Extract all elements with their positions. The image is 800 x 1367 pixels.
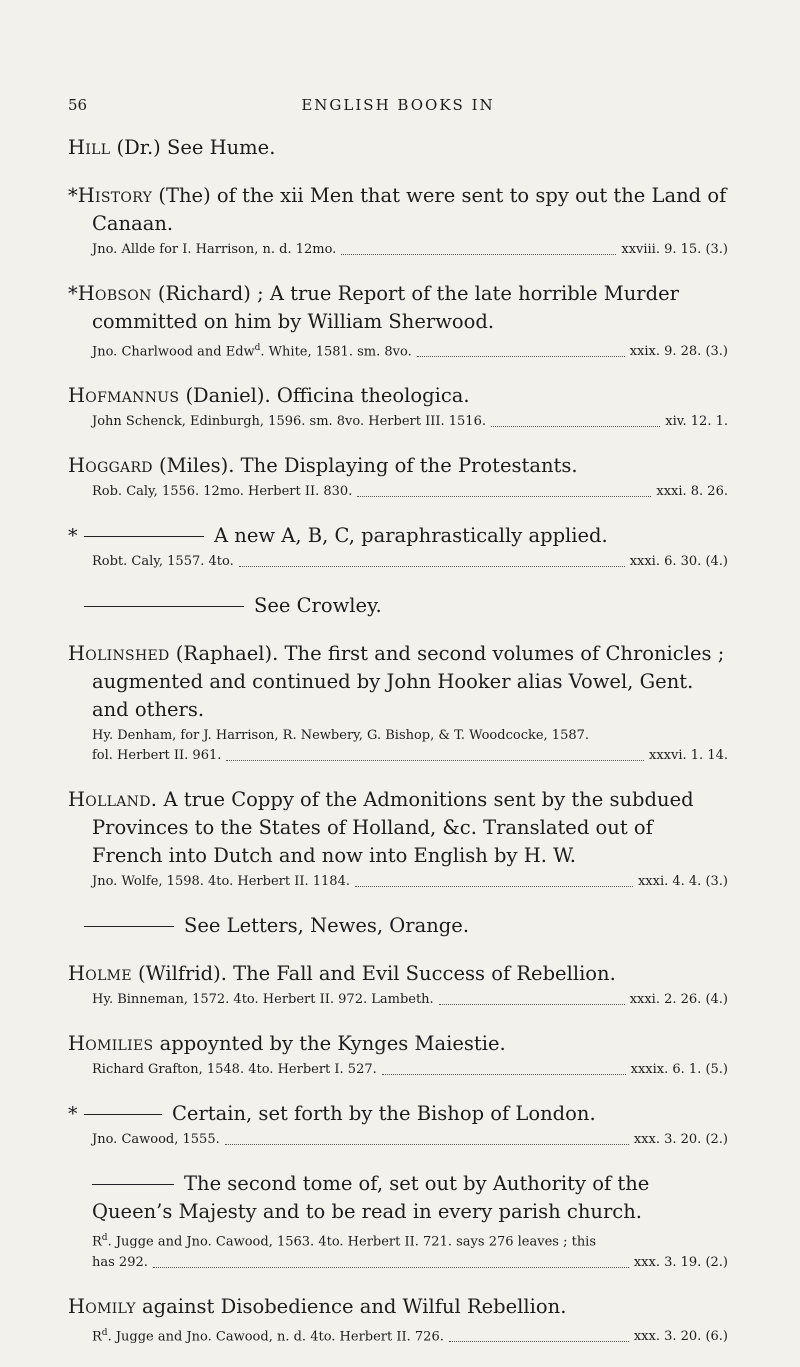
shelf-reference: xiv. 12. 1. <box>665 414 728 430</box>
imprint-line <box>92 1130 728 1150</box>
imprint-line <box>92 1228 728 1272</box>
imprint-text-cont: has 292. <box>92 1254 148 1270</box>
ditto-rule <box>84 606 244 607</box>
shelf-reference: xxix. 9. 28. (3.) <box>629 344 728 360</box>
entry-hoggard <box>68 452 728 502</box>
leader-dots <box>225 1144 629 1145</box>
ditto-rule <box>92 1184 174 1185</box>
imprint-text: $R^d$. Jugge and Jno. Cawood, 1563. 4to. Herbert II. 721. says 276 leaves ; this <box>92 1233 597 1250</box>
leader-dots <box>226 760 644 761</box>
leader-dots <box>357 496 651 497</box>
star-mark: * <box>68 184 78 207</box>
imprint-text: Hy. Binneman, 1572. 4to. Herbert II. 972. Lambeth. <box>92 992 434 1008</box>
imprint-text: Robt. Caly, 1557. 4to. <box>92 554 234 570</box>
entry-hofmannus <box>68 382 728 432</box>
entry-title: (Wilfrid). The Fall and Evil Success of Rebellion. <box>138 962 616 986</box>
imprint-text: Richard Grafton, 1548. 4to. Herbert I. 527. <box>92 1062 377 1078</box>
entry-title: against Disobedience and Wilful Rebellion. <box>142 1294 567 1318</box>
leader-dots <box>439 1004 625 1005</box>
imprint-line <box>92 482 728 502</box>
entry-title: See Crowley. <box>254 594 382 618</box>
imprint-line <box>92 552 728 572</box>
imprint-line <box>92 1060 728 1080</box>
leader-dots <box>417 356 625 357</box>
entry-title: A true Coppy of the Admonitions sent by the subdued Provinces to the States of Holland, &c. Translated out of French into Dutch and now into English by H. W. <box>92 788 694 868</box>
shelf-reference: xxxix. 6. 1. (5.) <box>630 1062 728 1078</box>
leader-dots <box>382 1074 626 1075</box>
entry-name: Homily <box>68 1294 136 1318</box>
entry-name: Holinshed <box>68 642 170 666</box>
entry-name: Hofmannus <box>68 384 180 408</box>
imprint-line <box>92 240 728 260</box>
ditto-rule <box>84 536 204 537</box>
shelf-reference: xxx. 3. 20. (6.) <box>633 1328 728 1344</box>
entry-name: Holme <box>68 962 132 986</box>
entry-title: See Letters, Newes, Orange. <box>184 914 470 938</box>
entry-holme <box>68 960 728 1010</box>
ditto-rule <box>84 926 174 927</box>
entry-homilies <box>68 1030 728 1080</box>
entry-title: (Raphael). The first and second volumes of Chronicles ; augmented and continued by John Hooker alias Vowel, Gent. and others. <box>92 642 725 722</box>
imprint-line <box>92 1323 728 1347</box>
imprint-text: Jno. Wolfe, 1598. 4to. Herbert II. 1184. <box>92 874 350 890</box>
imprint-line <box>92 412 728 432</box>
entry-title: See Hume. <box>166 136 276 159</box>
leader-dots <box>491 426 660 427</box>
entry-name: Holland. <box>68 788 158 812</box>
shelf-reference: xxxi. 6. 30. (4.) <box>629 554 728 570</box>
entry-title: Certain, set forth by the Bishop of London. <box>172 1102 596 1126</box>
entry-title: appoynted by the Kynges Maiestie. <box>159 1032 506 1056</box>
shelf-reference: xxx. 3. 19. (2.) <box>633 1254 728 1270</box>
entry-hoggard-abc <box>68 522 728 572</box>
imprint-text: John Schenck, Edinburgh, 1596. sm. 8vo. Herbert III. 1516. <box>92 414 486 430</box>
entry-title: (Daniel). Officina theologica. <box>185 384 470 408</box>
page-number: 56 <box>68 96 88 114</box>
entry-title: (Richard) ; A true Report of the late horrible Murder committed on him by William Sherwood. <box>92 282 679 333</box>
imprint-text: Jno. Cawood, 1555. <box>92 1132 220 1148</box>
entry-name: Hobson <box>77 282 152 305</box>
entry-title: (The) of the xii Men that were sent to spy out the Land of Canaan. <box>92 184 727 235</box>
entry-history <box>68 182 728 260</box>
entry-name: Hill <box>68 136 111 159</box>
entry-homilies-second-tome <box>68 1170 728 1272</box>
imprint-text: Jno. Allde for I. Harrison, n. d. 12mo. <box>92 242 337 257</box>
entry-see-crowley <box>68 592 728 620</box>
imprint-text: Hy. Denham, for J. Harrison, R. Newbery, G. Bishop, & T. Woodcocke, 1587. <box>92 728 590 744</box>
entry-homily <box>68 1293 728 1347</box>
imprint-line <box>92 338 728 362</box>
entry-title: (Miles). The Displaying of the Protestants. <box>159 454 578 478</box>
imprint-line <box>92 990 728 1010</box>
imprint-line <box>92 872 728 892</box>
entry-title: The second tome of, set out by Authority of the Queen’s Majesty and to be read in every parish church. <box>92 1172 650 1224</box>
star-mark: * <box>68 282 78 305</box>
entry-holinshed <box>68 640 728 766</box>
entry-holland <box>68 786 728 892</box>
shelf-reference: xxviii. 9. 15. (3.) <box>621 242 728 257</box>
entry-title: A new A, B, C, paraphrastically applied. <box>214 524 608 548</box>
running-title: ENGLISH BOOKS IN <box>301 96 495 114</box>
star-mark: * <box>68 525 78 548</box>
leader-dots <box>239 566 625 567</box>
entry-hobson <box>68 280 728 362</box>
shelf-reference: xxxi. 8. 26. <box>656 484 728 500</box>
entries-list <box>68 134 728 1367</box>
shelf-reference: xxx. 3. 20. (2.) <box>633 1132 728 1148</box>
entry-hill <box>68 134 728 162</box>
entry-qualifier: (Dr.) <box>116 136 161 159</box>
entry-see-letters <box>68 912 728 940</box>
leader-dots <box>449 1341 629 1342</box>
entry-name: Homilies <box>68 1032 154 1056</box>
shelf-reference: xxxi. 2. 26. (4.) <box>629 992 728 1008</box>
imprint-text: Rob. Caly, 1556. 12mo. Herbert II. 830. <box>92 484 353 500</box>
imprint-text-cont: fol. Herbert II. 961. <box>92 748 222 764</box>
imprint-text: Jno. Charlwood and Edw$^d$. White, 1581. sm. 8vo. <box>92 343 412 360</box>
shelf-reference: xxxvi. 1. 14. <box>649 748 728 764</box>
ditto-rule <box>84 1114 162 1115</box>
running-head <box>68 96 728 120</box>
entry-homilies-certain <box>68 1100 728 1150</box>
leader-dots <box>355 886 633 887</box>
leader-dots <box>341 254 616 255</box>
entry-name: History <box>77 184 153 207</box>
shelf-reference: xxxi. 4. 4. (3.) <box>637 874 728 890</box>
leader-dots <box>153 1267 629 1268</box>
star-mark: * <box>68 1103 78 1126</box>
imprint-text: $R^d$. Jugge and Jno. Cawood, n. d. 4to. Herbert II. 726. <box>92 1327 444 1344</box>
imprint-line <box>92 726 728 766</box>
entry-name: Hoggard <box>68 454 153 478</box>
